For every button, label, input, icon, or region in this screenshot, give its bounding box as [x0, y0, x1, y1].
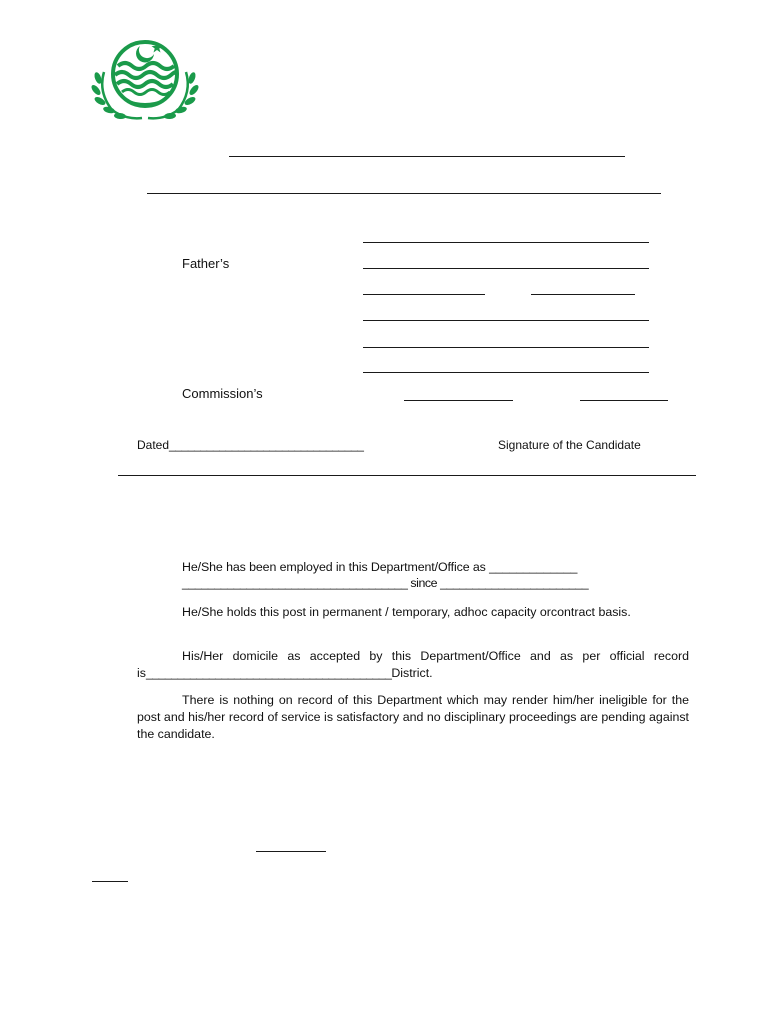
field-line-3b[interactable] — [531, 294, 635, 295]
field-line-1[interactable] — [363, 242, 649, 243]
signature-of-candidate-label: Signature of the Candidate — [498, 438, 641, 452]
field-line-7a[interactable] — [404, 400, 513, 401]
cert-para-4: There is nothing on record of this Department which may render him/her ineligible for the post and his/her record of service is satisfactory and no disciplinary proceedings are pending against the candidate. — [137, 693, 689, 741]
dated-text: Dated — [137, 438, 170, 452]
cert-para-3-text-b: District. — [391, 666, 433, 680]
dated-label — [137, 437, 364, 453]
cert-para-1-line-1: He/She has been employed in this Department/Office as _____________ — [182, 560, 578, 574]
field-line-3a[interactable] — [363, 294, 485, 295]
commissions-label: Commission’s — [182, 386, 263, 401]
footer-rule — [92, 881, 128, 882]
signature-rule — [256, 851, 326, 852]
field-line-4[interactable] — [363, 320, 649, 321]
field-line-5[interactable] — [363, 347, 649, 348]
cert-para-2: He/She holds this post in permanent / temporary, adhoc capacity orcontract basis. — [182, 605, 631, 619]
title-rule-1 — [229, 156, 625, 157]
fathers-label: Father’s — [182, 256, 230, 271]
title-rule-2 — [147, 193, 661, 194]
emblem-icon — [84, 34, 206, 122]
field-line-7b[interactable] — [580, 400, 668, 401]
cert-para-3 — [137, 648, 689, 682]
cert-para-3-text-a: His/Her domicile as accepted by this Department/Office and as per official record is — [137, 649, 689, 680]
government-emblem-logo — [84, 34, 206, 122]
cert-para-3-blank[interactable]: _______________________________________ — [145, 666, 392, 680]
dated-blank[interactable]: _______________________________ — [169, 438, 364, 452]
field-line-2[interactable] — [363, 268, 649, 269]
section-divider — [118, 475, 696, 476]
field-line-6[interactable] — [363, 372, 649, 373]
cert-para-1-line-2: ___________________________________ since _______________________ — [182, 576, 589, 590]
